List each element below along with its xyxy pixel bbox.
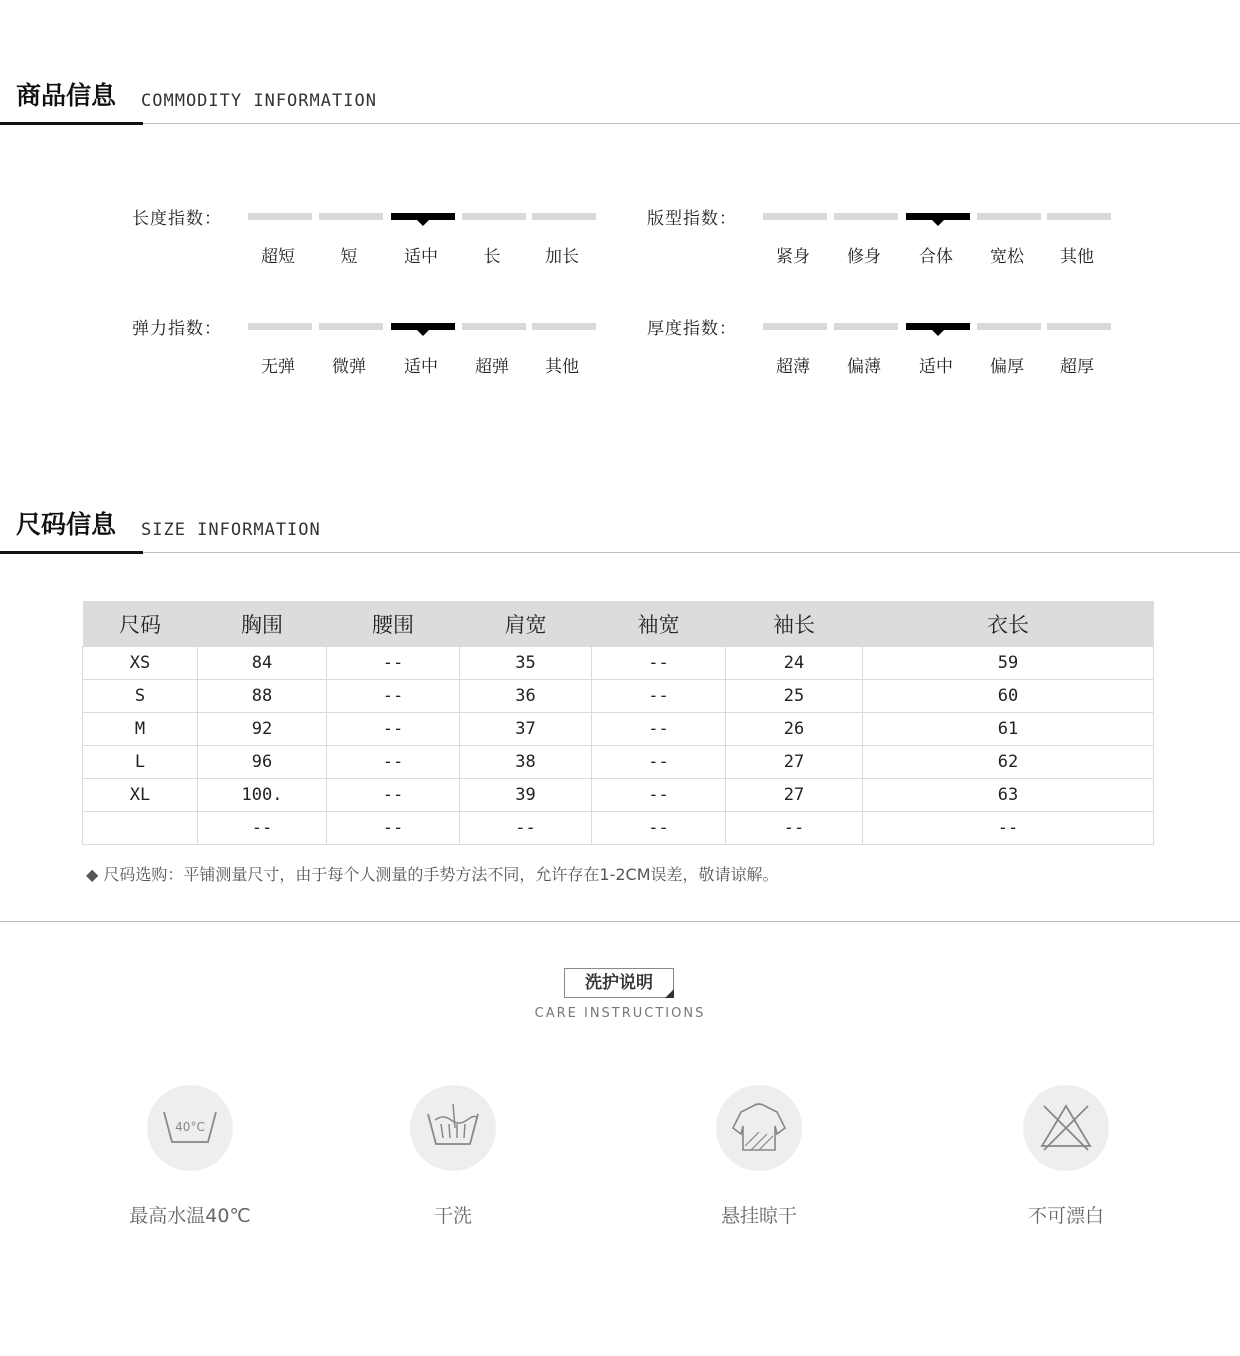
size-cell: L	[83, 746, 198, 779]
size-cell: 27	[726, 779, 863, 812]
size-cell: 100.	[198, 779, 327, 812]
size-cell: --	[198, 812, 327, 845]
section-rule	[0, 552, 1240, 553]
size-cell: --	[592, 647, 726, 680]
size-header-cell: 肩宽	[460, 601, 592, 647]
index-bar	[834, 323, 898, 330]
index-bar	[763, 323, 827, 330]
index-option: 长	[483, 247, 501, 267]
no-bleach-icon	[1023, 1085, 1109, 1171]
size-cell: 88	[198, 680, 327, 713]
size-cell: 25	[726, 680, 863, 713]
care-item-wash	[100, 1085, 280, 1228]
size-header-cell: 衣长	[863, 601, 1154, 647]
index-bar	[462, 323, 526, 330]
commodity-title-en: COMMODITY INFORMATION	[141, 91, 377, 111]
length-index	[132, 204, 632, 274]
size-cell: --	[327, 779, 460, 812]
index-bar	[462, 213, 526, 220]
size-cell: 84	[198, 647, 327, 680]
care-label: 不可漂白	[1027, 1205, 1104, 1227]
size-cell: 92	[198, 713, 327, 746]
size-header-cell: 尺码	[83, 601, 198, 647]
size-cell: 37	[460, 713, 592, 746]
care-title-box	[564, 968, 674, 998]
size-title-cn: 尺码信息	[16, 510, 117, 539]
index-option: 超弹	[475, 357, 509, 377]
size-header-cell: 胸围	[198, 601, 327, 647]
size-cell: S	[83, 680, 198, 713]
elasticity-index	[132, 314, 632, 384]
index-option: 短	[340, 247, 358, 267]
index-bar	[319, 213, 383, 220]
index-option: 适中	[404, 247, 438, 267]
size-cell: --	[592, 746, 726, 779]
index-option: 宽松	[990, 247, 1024, 267]
size-cell: --	[592, 779, 726, 812]
index-option: 其他	[545, 357, 579, 377]
section-rule	[0, 123, 1240, 124]
size-cell: --	[327, 746, 460, 779]
index-option: 适中	[404, 357, 438, 377]
index-bar	[763, 213, 827, 220]
care-label: 最高水温40℃	[129, 1205, 251, 1227]
size-table-header	[83, 601, 1154, 647]
index-option: 超薄	[776, 357, 810, 377]
fit-index	[647, 204, 1147, 274]
size-cell: --	[726, 812, 863, 845]
index-option: 超短	[261, 247, 295, 267]
size-cell: --	[327, 713, 460, 746]
table-row	[83, 746, 1154, 779]
thickness-index	[647, 314, 1147, 384]
index-bar	[834, 213, 898, 220]
index-option: 其他	[1060, 247, 1094, 267]
size-cell: 24	[726, 647, 863, 680]
index-option: 修身	[847, 247, 881, 267]
size-cell: 60	[863, 680, 1154, 713]
index-bar-selected	[906, 213, 970, 220]
size-cell: 36	[460, 680, 592, 713]
section-accent-bar	[0, 551, 143, 554]
care-label: 干洗	[433, 1205, 472, 1227]
care-subtitle: CARE INSTRUCTIONS	[534, 1006, 706, 1021]
size-cell: --	[327, 680, 460, 713]
care-title: 洗护说明	[585, 973, 653, 993]
size-cell: 61	[863, 713, 1154, 746]
index-bar	[248, 323, 312, 330]
fit-index-label: 版型指数：	[647, 209, 737, 229]
size-cell: 39	[460, 779, 592, 812]
care-item-dry-clean	[363, 1085, 543, 1228]
index-bar	[532, 323, 596, 330]
elasticity-index-label: 弹力指数：	[132, 319, 222, 339]
hang-dry-icon	[716, 1085, 802, 1171]
divider	[0, 921, 1240, 922]
table-row	[83, 812, 1154, 845]
table-row	[83, 647, 1154, 680]
index-bar	[248, 213, 312, 220]
size-note: ◆ 尺码选购：平铺测量尺寸，由于每个人测量的手势方法不同，允许存在1-2CM误差，敬请谅解。	[86, 865, 779, 884]
size-cell: 96	[198, 746, 327, 779]
size-section-header	[0, 507, 1240, 553]
size-cell: 59	[863, 647, 1154, 680]
size-cell	[83, 812, 198, 845]
size-cell: 38	[460, 746, 592, 779]
corner-triangle-icon	[665, 989, 674, 998]
index-bar-selected	[906, 323, 970, 330]
size-cell: 35	[460, 647, 592, 680]
commodity-title-cn: 商品信息	[16, 81, 117, 110]
index-option: 偏厚	[990, 357, 1024, 377]
care-item-no-bleach	[976, 1085, 1156, 1228]
index-bar-selected	[391, 213, 455, 220]
size-header-cell: 袖宽	[592, 601, 726, 647]
size-cell: M	[83, 713, 198, 746]
size-cell: --	[327, 647, 460, 680]
table-row	[83, 713, 1154, 746]
size-cell: --	[863, 812, 1154, 845]
size-cell: --	[327, 812, 460, 845]
thickness-index-label: 厚度指数：	[647, 319, 737, 339]
index-bar	[1047, 323, 1111, 330]
size-header-cell: 腰围	[327, 601, 460, 647]
commodity-section-header	[0, 78, 1240, 124]
size-cell: XL	[83, 779, 198, 812]
table-row	[83, 779, 1154, 812]
care-label: 悬挂晾干	[720, 1205, 797, 1227]
section-accent-bar	[0, 122, 143, 125]
index-option: 紧身	[776, 247, 810, 267]
wash-40-icon	[147, 1085, 233, 1171]
size-cell: --	[592, 680, 726, 713]
index-option: 适中	[919, 357, 953, 377]
size-cell: --	[460, 812, 592, 845]
index-option: 无弹	[261, 357, 295, 377]
size-cell: 62	[863, 746, 1154, 779]
size-table	[82, 601, 1154, 845]
dry-clean-icon	[410, 1085, 496, 1171]
table-row	[83, 680, 1154, 713]
care-item-hang-dry	[669, 1085, 849, 1228]
index-bar	[977, 213, 1041, 220]
size-cell: 27	[726, 746, 863, 779]
index-bar	[1047, 213, 1111, 220]
index-bar	[977, 323, 1041, 330]
index-option: 超厚	[1060, 357, 1094, 377]
index-option: 加长	[545, 247, 579, 267]
index-bar	[532, 213, 596, 220]
size-cell: --	[592, 812, 726, 845]
index-option: 合体	[919, 247, 953, 267]
size-cell: --	[592, 713, 726, 746]
size-cell: 26	[726, 713, 863, 746]
length-index-label: 长度指数：	[132, 209, 222, 229]
index-bar-selected	[391, 323, 455, 330]
wash-temp-label: 40°C	[175, 1120, 205, 1134]
size-header-cell: 袖长	[726, 601, 863, 647]
index-bar	[319, 323, 383, 330]
index-option: 微弹	[332, 357, 366, 377]
size-cell: XS	[83, 647, 198, 680]
index-option: 偏薄	[847, 357, 881, 377]
size-cell: 63	[863, 779, 1154, 812]
size-title-en: SIZE INFORMATION	[141, 520, 321, 540]
